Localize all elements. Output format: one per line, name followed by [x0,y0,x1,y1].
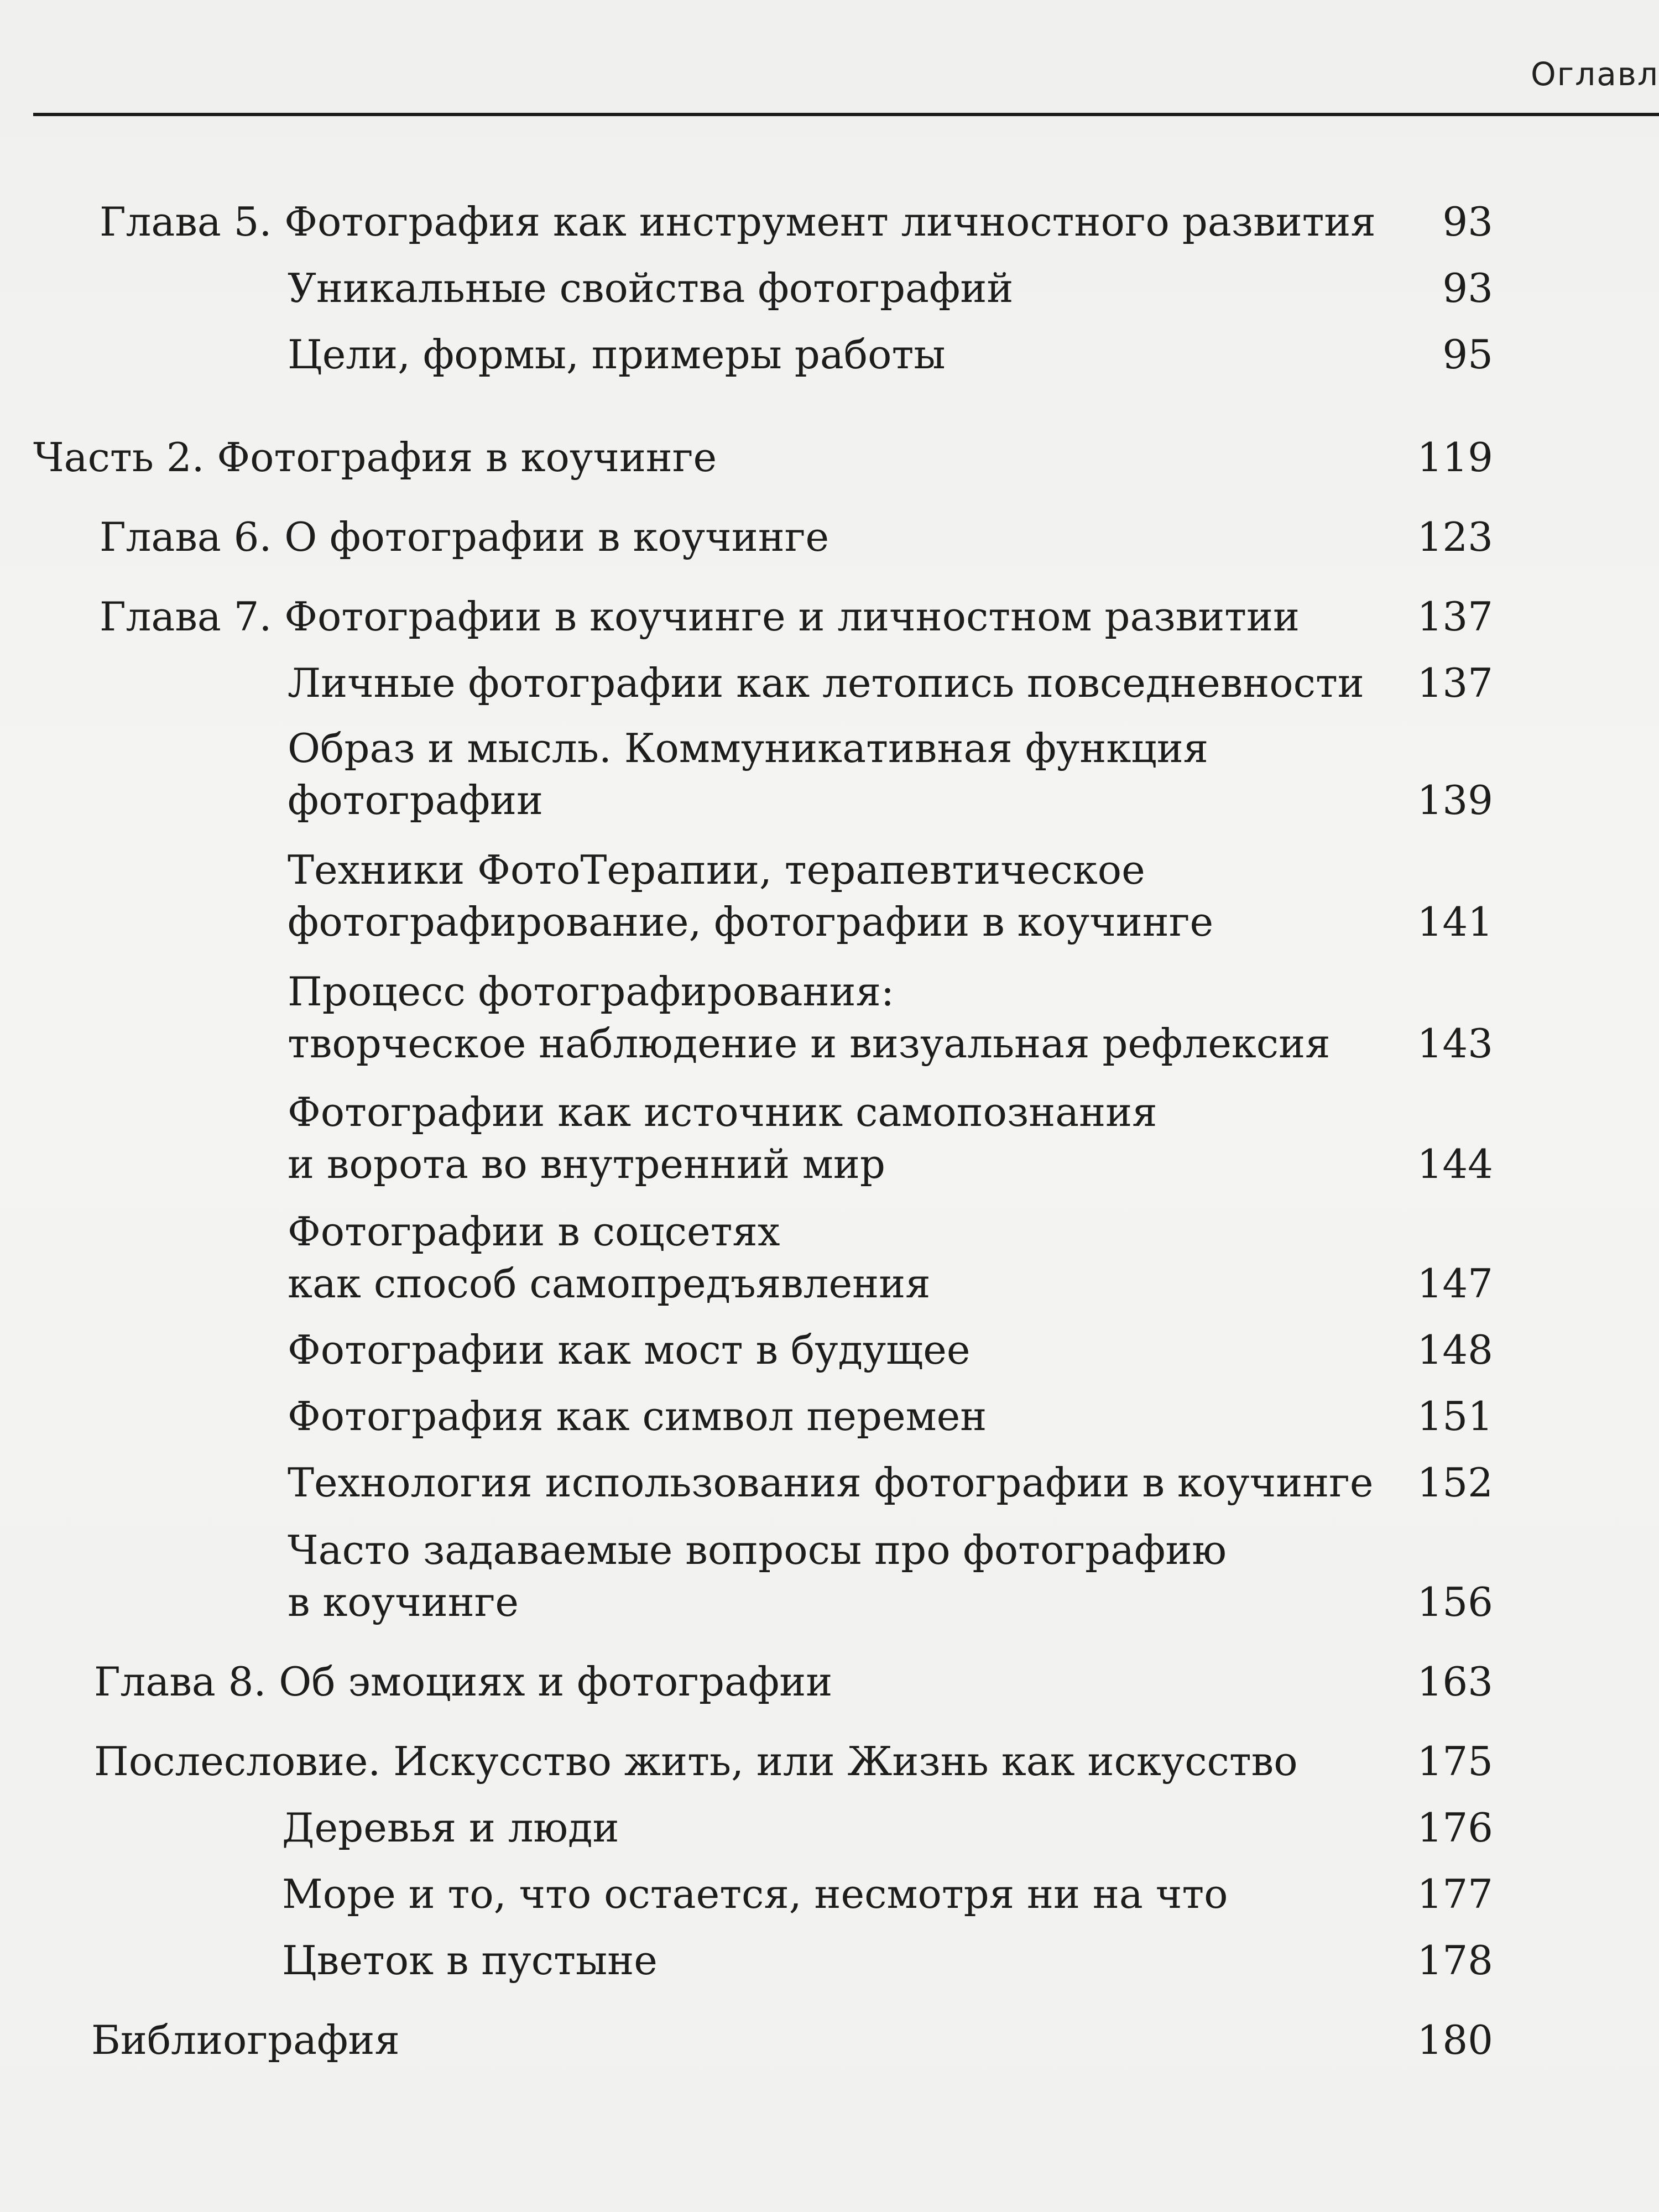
toc-entry-chapter-7[interactable] [100,591,1300,643]
toc-page-number: 176 [1417,1804,1493,1851]
toc-page-number: 156 [1417,1579,1493,1625]
toc-entry-title: Фотографии как источник самопознания и ворота во внутренний мир [288,1089,1157,1187]
running-head: Оглавл [1531,55,1659,93]
toc-page-number: 141 [1417,899,1493,945]
toc-page-number: 180 [1417,2017,1493,2063]
toc-entry-chapter-8[interactable] [94,1656,832,1708]
toc-entry-bibliography[interactable] [91,2014,400,2066]
toc-entry-trees-people[interactable] [282,1802,619,1854]
toc-entry-title: Личные фотографии как летопись повседневности [288,660,1364,706]
toc-entry-title: Цветок в пустыне [282,1937,658,1984]
toc-page-number: 177 [1417,1871,1493,1917]
toc-entry-title: Библиография [91,2017,400,2063]
toc-page-number: 143 [1417,1020,1493,1067]
toc-entry-title: Глава 7. Фотографии в коучинге и личностном развитии [100,593,1300,640]
toc-page-number: 95 [1442,331,1493,378]
toc-entry-bridge-future[interactable] [288,1324,970,1376]
toc-entry-chapter-6[interactable] [100,511,829,563]
toc-entry-chapter-5[interactable] [100,196,1376,248]
toc-entry-title: Море и то, что остается, несмотря ни на что [282,1871,1228,1917]
toc-entry-title: Фотографии в соцсетях как способ самопредъявления [288,1208,931,1307]
toc-page-number: 137 [1417,593,1493,640]
toc-page-number: 151 [1417,1393,1493,1439]
toc-entry-image-and-thought[interactable] [288,722,1208,826]
toc-entry-social-networks[interactable] [288,1206,931,1310]
toc-page-number: 148 [1417,1327,1493,1373]
toc-entry-afterword[interactable] [94,1735,1298,1787]
toc-page-number: 123 [1417,514,1493,560]
toc-page-number: 175 [1417,1738,1493,1785]
toc-page-number: 163 [1417,1658,1493,1705]
toc-entry-title: Послесловие. Искусство жить, или Жизнь как искусство [94,1738,1298,1785]
toc-entry-title: Глава 6. О фотографии в коучинге [100,514,830,560]
toc-page-number: 139 [1417,777,1493,823]
toc-page-number: 119 [1417,434,1493,481]
toc-entry-title: Фотографии как мост в будущее [288,1327,971,1373]
toc-entry-title: Техники ФотоТерапии, терапевтическое фотографирование, фотографии в коучинге [288,847,1214,945]
toc-entry-unique-properties[interactable] [288,262,1013,314]
toc-entry-title: Часть 2. Фотография в коучинге [33,434,717,481]
toc-entry-title: Процесс фотографирования: творческое наблюдение и визуальная рефлексия [288,968,1331,1067]
toc-entry-phototherapy[interactable] [288,844,1213,948]
toc-entry-title: Образ и мысль. Коммуникативная функция фотографии [288,725,1209,823]
toc-entry-technology[interactable] [288,1457,1374,1509]
toc-page-number: 144 [1417,1141,1493,1187]
toc-entry-self-knowledge[interactable] [288,1086,1157,1190]
toc-entry-flower-desert[interactable] [282,1934,658,1986]
toc-entry-sea[interactable] [282,1868,1228,1920]
toc-entry-title: Уникальные свойства фотографий [288,265,1014,311]
toc-entry-personal-photos[interactable] [288,657,1364,709]
toc-entry-faq[interactable] [288,1524,1227,1628]
toc-entry-title: Глава 5. Фотография как инструмент личностного развития [100,199,1376,245]
toc-entry-title: Технология использования фотографии в коучинге [288,1459,1374,1506]
toc-page-number: 152 [1417,1459,1493,1506]
toc-entry-title: Глава 8. Об эмоциях и фотографии [94,1658,833,1705]
toc-page-number: 93 [1442,265,1493,311]
toc-entry-title: Цели, формы, примеры работы [288,331,946,378]
toc-page-number: 147 [1417,1260,1493,1307]
toc-entry-photographing-process[interactable] [288,966,1331,1070]
toc-entry-title: Часто задаваемые вопросы про фотографию в коучинге [288,1527,1227,1625]
toc-entry-goals-forms[interactable] [288,328,946,380]
toc-entry-symbol-change[interactable] [288,1390,987,1442]
toc-entry-title: Фотография как символ перемен [288,1393,987,1439]
toc-page-number: 137 [1417,660,1493,706]
header-rule [33,113,1659,116]
toc-entry-part-2[interactable] [33,431,717,483]
toc-page-number: 178 [1417,1937,1493,1984]
toc-page-number: 93 [1442,199,1493,245]
toc-entry-title: Деревья и люди [282,1804,619,1851]
